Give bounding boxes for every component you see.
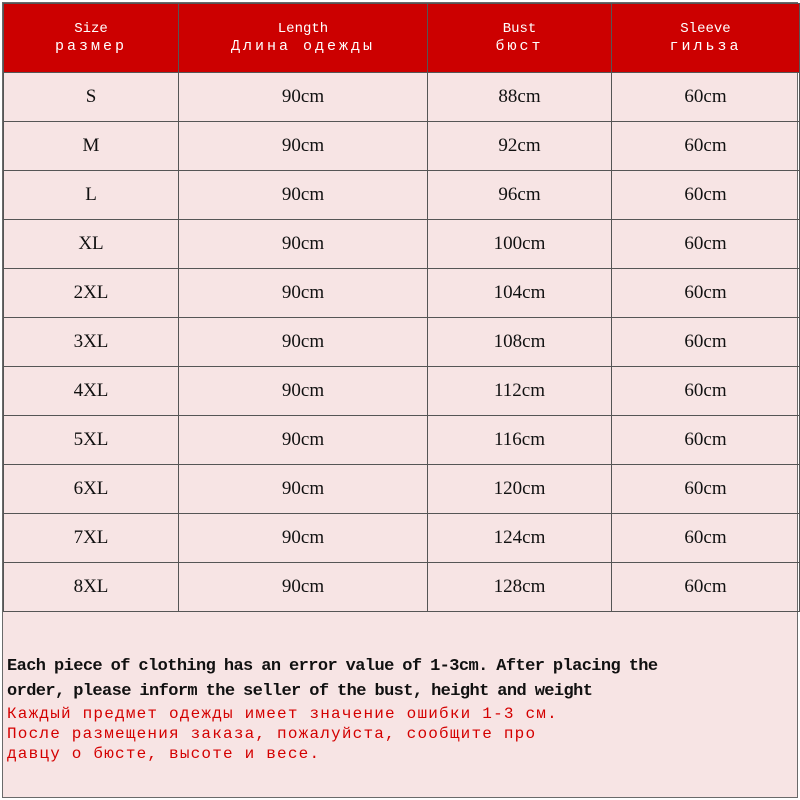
header-length-ru: Длина одежды <box>230 38 376 55</box>
sleeve-cell: 60cm <box>612 318 800 367</box>
size-cell: 2XL <box>4 269 179 318</box>
bust-cell: 120cm <box>428 465 612 514</box>
bust-cell: 128cm <box>428 563 612 612</box>
size-cell: 7XL <box>4 514 179 563</box>
sleeve-cell: 60cm <box>612 269 800 318</box>
length-cell: 90cm <box>179 171 428 220</box>
sleeve-cell: 60cm <box>612 416 800 465</box>
sleeve-cell: 60cm <box>612 122 800 171</box>
size-cell: L <box>4 171 179 220</box>
length-cell: 90cm <box>179 122 428 171</box>
length-cell: 90cm <box>179 367 428 416</box>
size-cell: S <box>4 73 179 122</box>
bust-cell: 96cm <box>428 171 612 220</box>
header-size <box>4 4 179 73</box>
table-row <box>4 73 800 122</box>
table-row <box>4 465 800 514</box>
sleeve-cell: 60cm <box>612 171 800 220</box>
header-sleeve <box>612 4 800 73</box>
header-size-ru: размер <box>54 38 127 55</box>
size-table <box>3 3 800 612</box>
table-row <box>4 269 800 318</box>
sleeve-cell: 60cm <box>612 367 800 416</box>
sleeve-cell: 60cm <box>612 465 800 514</box>
bust-cell: 124cm <box>428 514 612 563</box>
sleeve-cell: 60cm <box>612 514 800 563</box>
length-cell: 90cm <box>179 514 428 563</box>
length-cell: 90cm <box>179 318 428 367</box>
sleeve-cell: 60cm <box>612 563 800 612</box>
length-cell: 90cm <box>179 563 428 612</box>
note-russian-line-3: давцу о бюсте, высоте и весе. <box>7 745 321 763</box>
size-cell: 6XL <box>4 465 179 514</box>
header-bust-ru: бюст <box>495 38 544 55</box>
note-russian-line-2: После размещения заказа, пожалуйста, сообщите про <box>7 725 537 743</box>
header-row <box>4 4 800 73</box>
header-length <box>179 4 428 73</box>
bust-cell: 112cm <box>428 367 612 416</box>
size-cell: 4XL <box>4 367 179 416</box>
header-bust-en: Bust <box>502 21 537 37</box>
header-sleeve-ru: гильза <box>669 38 742 55</box>
table-row <box>4 563 800 612</box>
table-row <box>4 220 800 269</box>
header-size-en: Size <box>74 21 108 37</box>
sleeve-cell: 60cm <box>612 73 800 122</box>
size-cell: XL <box>4 220 179 269</box>
bust-cell: 100cm <box>428 220 612 269</box>
size-cell: 3XL <box>4 318 179 367</box>
header-bust <box>428 4 612 73</box>
note-russian-line-1: Каждый предмет одежды имеет значение ошибки 1-3 см. <box>7 705 558 723</box>
size-cell: 8XL <box>4 563 179 612</box>
length-cell: 90cm <box>179 73 428 122</box>
bust-cell: 104cm <box>428 269 612 318</box>
bust-cell: 88cm <box>428 73 612 122</box>
bust-cell: 108cm <box>428 318 612 367</box>
table-row <box>4 122 800 171</box>
size-cell: M <box>4 122 179 171</box>
notes <box>7 654 797 764</box>
table-row <box>4 318 800 367</box>
sleeve-cell: 60cm <box>612 220 800 269</box>
note-english-line-1: Each piece of clothing has an error value of 1-3cm. After placing the <box>7 657 658 676</box>
table-row <box>4 367 800 416</box>
length-cell: 90cm <box>179 465 428 514</box>
length-cell: 90cm <box>179 416 428 465</box>
table-row <box>4 171 800 220</box>
table-row <box>4 416 800 465</box>
note-english-line-2: order, please inform the seller of the bust, height and weight <box>7 682 593 701</box>
size-cell: 5XL <box>4 416 179 465</box>
header-sleeve-en: Sleeve <box>680 21 731 37</box>
header-length-en: Length <box>277 21 329 37</box>
size-chart <box>2 2 798 798</box>
length-cell: 90cm <box>179 269 428 318</box>
length-cell: 90cm <box>179 220 428 269</box>
table-row <box>4 514 800 563</box>
bust-cell: 116cm <box>428 416 612 465</box>
bust-cell: 92cm <box>428 122 612 171</box>
